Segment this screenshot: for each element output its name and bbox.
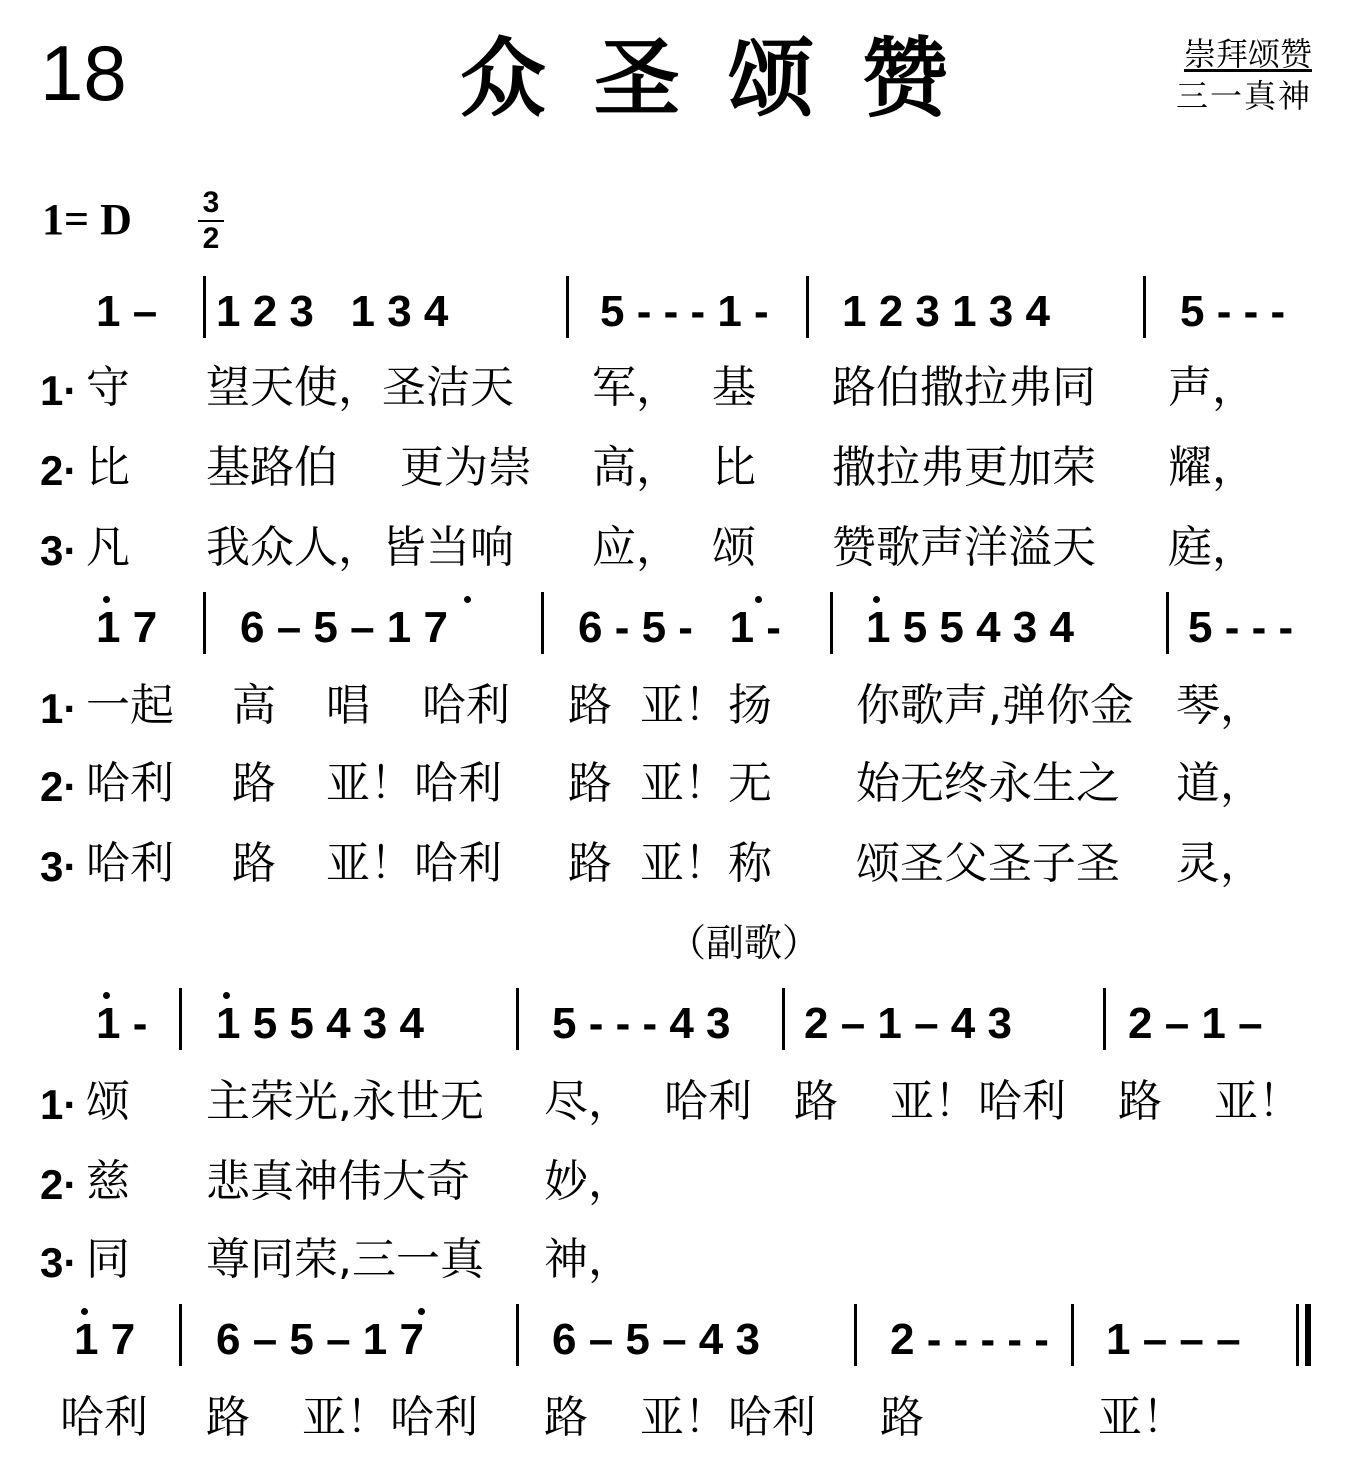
verse-number: 1· (40, 367, 78, 414)
lyric: 哈利 (422, 680, 510, 731)
lyric: 庭， (1168, 522, 1256, 573)
time-signature-bottom: 2 (202, 222, 220, 255)
system3-measure0: 1 - (96, 999, 148, 1048)
verse-number: 3· (40, 527, 78, 574)
lyric: 路 (880, 1392, 924, 1443)
system3-measure2: 5 - - - 4 3 (552, 999, 731, 1048)
lyric: 始无终永生之 (856, 758, 1120, 809)
system3-measure1: 1 5 5 4 3 4 (216, 999, 424, 1048)
lyric: 哈利 (60, 1392, 148, 1443)
lyric: 一起 (86, 680, 174, 731)
lyric: 基 (712, 362, 756, 413)
verse-number: 3· (40, 843, 78, 890)
lyric: 亚！ (1098, 1392, 1186, 1443)
lyric: 赞歌声洋溢天 (832, 522, 1096, 573)
lyric: 凡 (86, 522, 130, 573)
system1-measure4: 5 - - - (1180, 287, 1286, 336)
verse-number: 1· (40, 685, 78, 732)
final-barline-thick (1305, 1304, 1311, 1366)
system2-measure3: 1 5 5 4 3 4 (866, 603, 1074, 652)
lyric: 路 (794, 1076, 838, 1127)
lyric: 亚！扬 (640, 680, 772, 731)
system1-measure1: 1 2 3 1 3 4 (216, 287, 449, 336)
barline (541, 592, 544, 654)
lyric: 亚！无 (640, 758, 772, 809)
verse-number: 2· (40, 1161, 78, 1208)
barline (782, 988, 785, 1050)
key-signature: 1= D (42, 195, 132, 244)
lyric: 亚！哈利 (890, 1076, 1066, 1127)
barline (1143, 276, 1146, 338)
system2-measure1: 6 – 5 – 1 7 (240, 603, 448, 652)
lyric: 耀， (1168, 442, 1256, 493)
chorus-label: （副歌） (668, 921, 821, 965)
lyric: 亚！哈利 (326, 758, 502, 809)
system4-measure2: 6 – 5 – 4 3 (552, 1315, 760, 1364)
lyric: 声， (1168, 362, 1256, 413)
lyric: 亚！哈利 (326, 838, 502, 889)
lyric: 比 (86, 442, 130, 493)
lyric: 哈利 (86, 838, 174, 889)
verse-number: 2· (40, 447, 78, 494)
system3-measure4: 2 – 1 – (1128, 999, 1263, 1048)
lyric: 颂 (712, 522, 756, 573)
high-octave-dot (223, 992, 230, 999)
lyric: 路 (1118, 1076, 1162, 1127)
lyric: 路 (568, 680, 612, 731)
barline (179, 988, 182, 1050)
system2-measure4: 5 - - - (1188, 603, 1294, 652)
barline (1071, 1304, 1074, 1366)
lyric: 亚！ (1214, 1076, 1302, 1127)
system2-measure2: 6 - 5 - 1 - (578, 603, 781, 652)
barline (1103, 988, 1106, 1050)
lyric: 路 (232, 758, 276, 809)
lyric: 尽， (544, 1076, 632, 1127)
barline (806, 276, 809, 338)
lyric: 道， (1176, 758, 1264, 809)
lyric: 亚！哈利 (640, 1392, 816, 1443)
lyric: 哈利 (86, 758, 174, 809)
barline (203, 276, 206, 338)
lyric: 亚！称 (640, 838, 772, 889)
lyric: 守 (86, 362, 130, 413)
high-octave-dot (873, 596, 880, 603)
lyric: 唱 (326, 680, 370, 731)
hymn-title: 众圣颂赞 (460, 28, 996, 129)
barline (566, 276, 569, 338)
system1-measure2: 5 - - - 1 - (600, 287, 769, 336)
system1-measure0: 1 – (96, 287, 158, 336)
lyric: 更为崇 (400, 442, 532, 493)
hymn-category: 崇拜颂赞 (1183, 35, 1312, 73)
lyric: 应， (592, 522, 680, 573)
lyric: 亚！哈利 (302, 1392, 478, 1443)
barline (203, 592, 206, 654)
lyric: 灵， (1176, 838, 1264, 889)
lyric: 我众人，皆当响 (206, 522, 514, 573)
lyric: 路 (568, 758, 612, 809)
hymn-number: 18 (40, 29, 127, 117)
high-octave-dot (464, 596, 471, 603)
lyric: 琴， (1176, 680, 1264, 731)
lyric: 比 (712, 442, 756, 493)
time-signature (198, 188, 224, 254)
hymn-subcategory: 三一真神 (1175, 77, 1312, 115)
lyric: 高 (232, 680, 276, 731)
lyric: 军， (592, 362, 680, 413)
lyric: 路伯撒拉弗同 (832, 362, 1096, 413)
system3-measure3: 2 – 1 – 4 3 (804, 999, 1012, 1048)
lyric: 望天使，圣洁天 (206, 362, 514, 413)
time-signature-top: 3 (202, 186, 220, 219)
high-octave-dot (103, 992, 110, 999)
lyric: 撒拉弗更加荣 (832, 442, 1096, 493)
high-octave-dot (103, 596, 110, 603)
barline (854, 1304, 857, 1366)
barline (830, 592, 833, 654)
system4-measure1: 6 – 5 – 1 7 (216, 1315, 424, 1364)
lyric: 哈利 (664, 1076, 752, 1127)
lyric: 同 (86, 1234, 130, 1285)
verse-number: 3· (40, 1239, 78, 1286)
lyric: 路 (206, 1392, 250, 1443)
lyric: 你歌声,弹你金 (856, 680, 1134, 731)
barline (516, 988, 519, 1050)
high-octave-dot (755, 596, 762, 603)
lyric: 路 (568, 838, 612, 889)
high-octave-dot (81, 1308, 88, 1315)
final-barline-thin (1296, 1304, 1299, 1366)
lyric: 路 (232, 838, 276, 889)
lyric: 悲真神伟大奇 (206, 1156, 470, 1207)
lyric: 妙， (544, 1156, 632, 1207)
system4-measure0: 1 7 (74, 1315, 136, 1364)
barline (179, 1304, 182, 1366)
system1-measure3: 1 2 3 1 3 4 (842, 287, 1050, 336)
verse-number: 2· (40, 763, 78, 810)
verse-number: 1· (40, 1081, 78, 1128)
lyric: 神， (544, 1234, 632, 1285)
system4-measure4: 1 – – – (1106, 1315, 1241, 1364)
lyric: 路 (544, 1392, 588, 1443)
system2-measure0: 1 7 (96, 603, 158, 652)
lyric: 慈 (86, 1156, 130, 1207)
lyric: 颂 (86, 1076, 130, 1127)
barline (516, 1304, 519, 1366)
high-octave-dot (418, 1308, 425, 1315)
lyric: 高， (592, 442, 680, 493)
lyric: 尊同荣,三一真 (206, 1234, 484, 1285)
lyric: 颂圣父圣子圣 (856, 838, 1120, 889)
system4-measure3: 2 - - - - - (890, 1315, 1049, 1364)
barline (1166, 592, 1169, 654)
lyric: 基路伯 (206, 442, 338, 493)
lyric: 主荣光,永世无 (206, 1076, 484, 1127)
